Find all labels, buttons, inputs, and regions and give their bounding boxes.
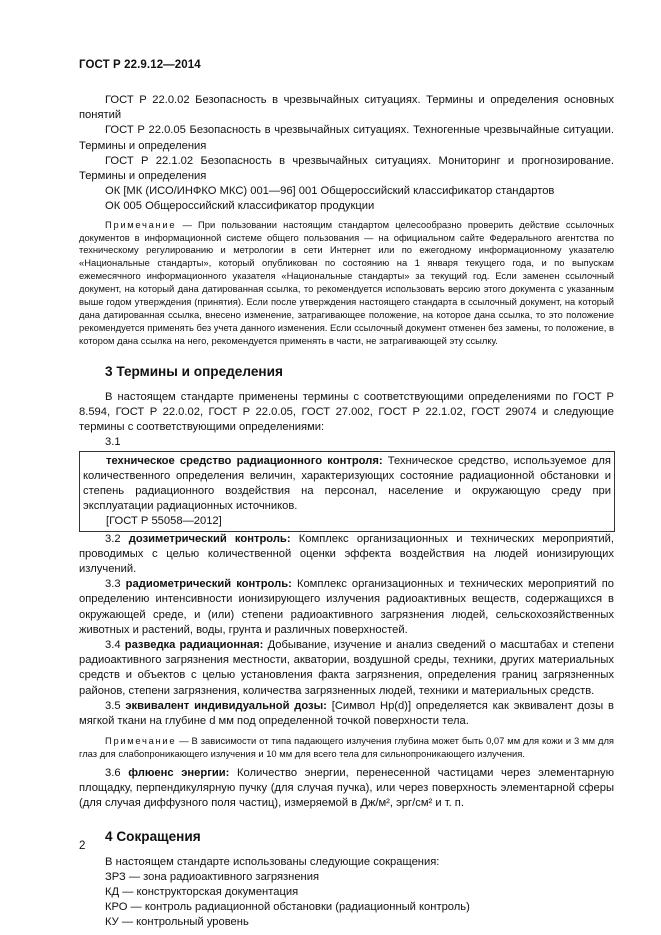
term-3-5 [79,699,614,729]
term-3-5-name: эквивалент индивидуальной дозы: [125,699,327,712]
section-3-heading: 3 Термины и определения [105,363,283,379]
term-3-1-name: техническое средство радиационного контроля: [106,454,383,467]
term-3-1-number: 3.1 [105,436,121,449]
term-3-3-definition: Комплекс организационных и технических мероприятий по определению интенсивности ионизирующего излучения радиоактивных веществ, содержащихся в окружающей среде, и (или) степени радиоактивного загрязнения людей, сельскохозяйственных животных и растений, воды, грунта и различных поверхностей. [79,578,614,636]
abbreviation-item: ЗРЗ — зона радиоактивного загрязнения [105,870,320,883]
note-text: — При пользовании настоящим стандартом целесообразно проверить действие ссылочных документов в информационной системе общего пользования — на официальном сайте Федерального агентства по техническому регулированию и метрологии в сети Интернет или по ежегодному информационному указателю «Национальные стандарты», который опубликован по состоянию на 1 января текущего года, и по выпускам ежемесячного информационного указателя «Национальные стандарты» за текущий год. Если заменен ссылочный документ, на который дана датированная ссылка, то рекомендуется использовать версию этого документа с указанным выше годом утверждения (принятия). Если после утверждения настоящего стандарта в ссылочный документ, на который дана датированная ссылка, внесено изменение, затрагивающее положение, на которое дана ссылка, то это положение рекомендуется применять без учета данного изменения. Если ссылочный документ отменен без замены, то положение, в котором дана ссылка на него, рекомендуется применять в части, не затрагивающей эту ссылку. [79,218,614,346]
term-3-6-definition: Количество энергии, перенесенной частицами через элементарную площадку, перпендикулярную пучку (для случая пучка), или через поверхность элементарной сферы (для случая диффузного поля частиц), измеряемой в Дж/м², эрг/см² и т. п. [79,766,614,810]
term-3-5-definition: [Символ Hp(d)] определяется как эквивалент дозы в мягкой ткани на глубине d мм под определенной точкой поверхности тела. [79,699,614,727]
term-3-2 [79,532,614,578]
term-3-2-name: дозиметрический контроль: [128,532,291,545]
term-3-6-name: флюенс энергии: [128,766,230,779]
section-4-heading: 4 Сокращения [105,828,201,844]
document-header: ГОСТ Р 22.9.12—2014 [79,59,201,71]
note-label: Примечание [105,735,177,747]
term-3-1-box [79,451,615,532]
reference-item: ОК 005 Общероссийский классификатор продукции [105,200,375,213]
term-3-6-number: 3.6 [105,766,129,779]
term-3-1-source: [ГОСТ Р 55058—2012] [106,515,222,528]
term-3-1 [83,454,611,515]
reference-item: ГОСТ Р 22.0.02 Безопасность в чрезвычайных ситуациях. Термины и определения основных понятий [79,94,614,122]
section-4-intro: В настоящем стандарте использованы следующие сокращения: [105,855,440,868]
note-3-5 [79,735,614,761]
reference-item: ГОСТ Р 22.0.05 Безопасность в чрезвычайных ситуациях. Техногенные чрезвычайные ситуации. Термины и определения [79,124,614,152]
term-3-4-name: разведка радиационная: [124,638,264,651]
term-3-2-definition: Комплекс организационных и технических мероприятий, проводимых с целью количественной оценки эффекта воздействия на людей ионизирующих излучений. [79,532,614,575]
term-3-5-number: 3.5 [105,699,126,712]
term-3-4-number: 3.4 [105,638,125,651]
term-3-4-definition: Добывание, изучение и анализ сведений о масштабах и степени радиоактивного загрязнения местности, акватории, воздушной среды, техники, других материальных средств и объектов с целью установления факта загрязнения, определения границ загрязненных районов, степени загрязнения, количества загрязненных людей, техники и материальных средств. [79,638,614,697]
note-text: — В зависимости от типа падающего излучения глубина может быть 0,07 мм для кожи и 3 мм для глаз для слабопроникающего излучения и 10 мм для всего тела для сильнопроникающего излучения. [79,735,614,760]
reference-item: ГОСТ Р 22.1.02 Безопасность в чрезвычайных ситуациях. Мониторинг и прогнозирование. Термины и определения [79,154,614,183]
term-3-4 [79,638,614,699]
term-3-3-name: радиометрический контроль: [125,578,292,591]
term-3-1-definition: Техническое средство, используемое для количественного определения величин, характеризующих состояние радиационной обстановки и степень радиационного воздействия на персонал, население и окружающую среду при эксплуатации радиационных источников. [83,454,611,513]
abbreviation-item: КУ — контрольный уровень [105,916,249,929]
note-references [79,219,614,348]
reference-item: ОК [МК (ИСО/ИНФКО МКС) 001—96] 001 Общероссийский классификатор стандартов [105,185,555,198]
section-3-intro: В настоящем стандарте применены термины с соответствующими определениями по ГОСТ Р 8.594, ГОСТ Р 22.0.02, ГОСТ Р 22.0.05, ГОСТ 27.002, ГОСТ Р 22.1.02, ГОСТ 29074 и следующие термины с соответствующими определениями: [79,390,614,434]
abbreviation-item: КД — конструкторская документация [105,885,299,898]
term-3-3-number: 3.3 [105,578,126,591]
page-number: 2 [79,840,86,852]
abbreviation-item: КРО — контроль радиационной обстановки (радиационный контроль) [105,901,470,914]
term-3-3 [79,577,614,638]
term-3-2-number: 3.2 [105,532,129,545]
page-content [79,93,614,931]
note-label: Примечание [105,218,177,230]
term-3-6 [79,766,614,812]
